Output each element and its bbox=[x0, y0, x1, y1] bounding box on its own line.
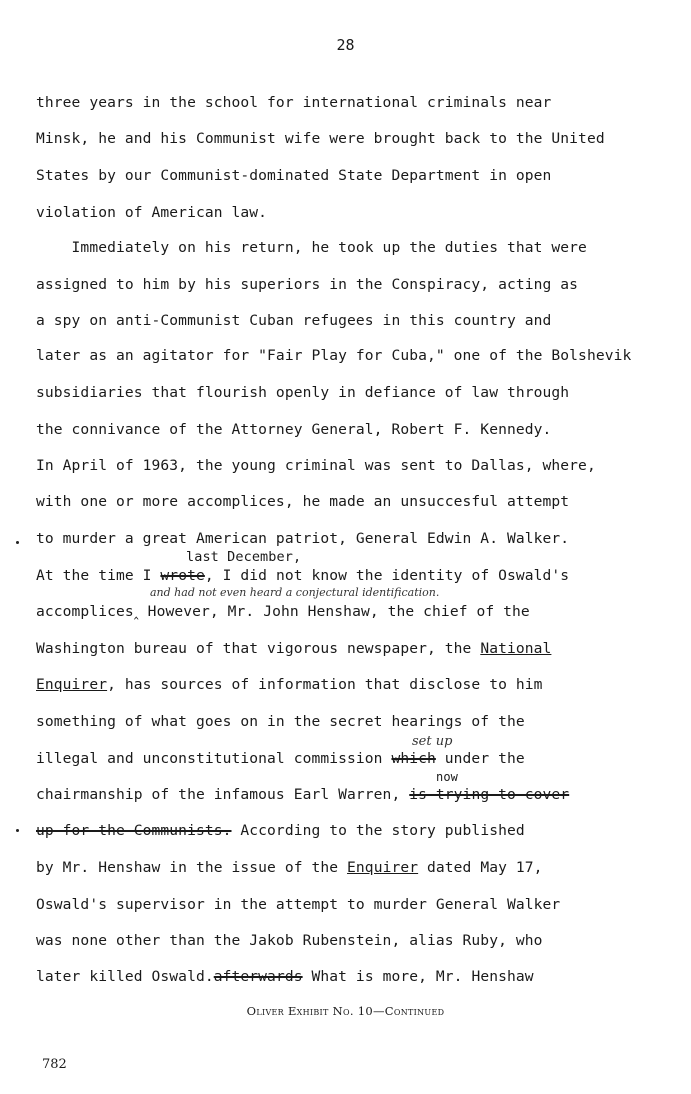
text-part: According to the story published bbox=[231, 822, 525, 839]
struck-word: afterwards bbox=[213, 968, 303, 985]
text-line-4: violation of American law. bbox=[36, 204, 268, 221]
struck-word: which bbox=[391, 750, 436, 767]
text-part: However, Mr. John Henshaw, the chief of the bbox=[138, 603, 530, 620]
inserted-text-last-december: last December, bbox=[186, 549, 302, 565]
text-part: Washington bureau of that vigorous newspaper, the bbox=[36, 640, 481, 657]
text-line-17 bbox=[36, 676, 543, 693]
text-line-19 bbox=[36, 750, 525, 767]
struck-text: is trying to cover bbox=[409, 786, 570, 803]
footer-page-number: 782 bbox=[42, 1057, 67, 1072]
text-line-3: States by our Communist-dominated State Department in open bbox=[36, 167, 552, 184]
text-part: illegal and unconstitutional commission bbox=[36, 750, 392, 767]
text-line-7: a spy on anti-Communist Cuban refugees in this country and bbox=[36, 312, 552, 329]
stray-mark bbox=[16, 541, 19, 544]
inserted-now: now bbox=[436, 770, 458, 784]
handwritten-set-up: set up bbox=[412, 734, 453, 749]
text-line-11: In April of 1963, the young criminal was sent to Dallas, where, bbox=[36, 457, 596, 474]
text-line-2: Minsk, he and his Communist wife were brought back to the United bbox=[36, 130, 605, 147]
text-line-21 bbox=[36, 822, 525, 839]
struck-text: up for the Communists. bbox=[36, 822, 232, 839]
text-line-25 bbox=[36, 968, 534, 985]
text-line-14 bbox=[36, 567, 569, 584]
underlined-title: National bbox=[480, 640, 552, 657]
underlined-title: Enquirer bbox=[347, 859, 419, 876]
text-part: by Mr. Henshaw in the issue of the bbox=[36, 859, 348, 876]
text-line-8: later as an agitator for "Fair Play for Cuba," one of the Bolshevik bbox=[36, 347, 632, 364]
text-part: , I did not know the identity of Oswald's bbox=[204, 567, 570, 584]
text-line-18: something of what goes on in the secret hearings of the bbox=[36, 713, 525, 730]
text-part: , has sources of information that disclose to him bbox=[107, 676, 543, 693]
text-line-16 bbox=[36, 640, 551, 657]
text-part: At the time I bbox=[36, 567, 161, 584]
text-line-24: was none other than the Jakob Rubenstein, alias Ruby, who bbox=[36, 932, 543, 949]
underlined-title: Enquirer bbox=[36, 676, 108, 693]
handwritten-insertion: and had not even heard a conjectural identification. bbox=[150, 586, 440, 599]
text-line-20 bbox=[36, 786, 569, 803]
text-part: chairmanship of the infamous Earl Warren, bbox=[36, 786, 410, 803]
struck-word: wrote bbox=[160, 567, 205, 584]
text-part: dated May 17, bbox=[418, 859, 543, 876]
text-line-6: assigned to him by his superiors in the Conspiracy, acting as bbox=[36, 276, 579, 293]
text-line-12: with one or more accomplices, he made an unsuccesful attempt bbox=[36, 493, 570, 510]
text-line-1: three years in the school for international criminals near bbox=[36, 94, 552, 111]
text-line-5: Immediately on his return, he took up the duties that were bbox=[36, 239, 587, 256]
text-part: What is more, Mr. Henshaw bbox=[302, 968, 534, 985]
exhibit-caption: Oliver Exhibit No. 10—Continued bbox=[246, 1004, 445, 1018]
stray-mark bbox=[16, 829, 19, 832]
caret-mark: ‸ bbox=[133, 603, 139, 620]
text-line-13: to murder a great American patriot, General Edwin A. Walker. bbox=[36, 530, 570, 547]
text-part: under the bbox=[435, 750, 525, 767]
text-part: accomplices bbox=[36, 603, 134, 620]
text-line-9: subsidiaries that flourish openly in defiance of law through bbox=[36, 384, 570, 401]
text-part: later killed Oswald. bbox=[36, 968, 214, 985]
text-line-10: the connivance of the Attorney General, Robert F. Kennedy. bbox=[36, 421, 552, 438]
text-line-22 bbox=[36, 859, 543, 876]
text-line-23: Oswald's supervisor in the attempt to murder General Walker bbox=[36, 896, 561, 913]
page-number: 28 bbox=[336, 36, 355, 54]
text-line-15 bbox=[36, 603, 530, 620]
